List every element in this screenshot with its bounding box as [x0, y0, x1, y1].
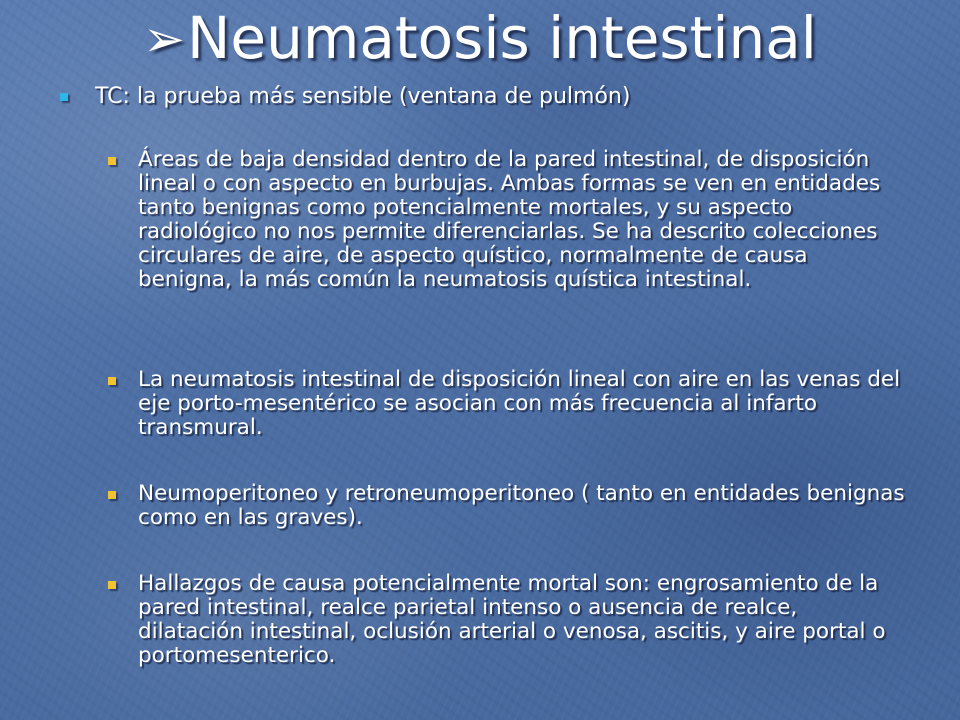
- bullet-item-1: [108, 148, 908, 292]
- square-bullet-icon: [108, 581, 116, 589]
- bullet-item-text: Áreas de baja densidad dentro de la pared intestinal, de disposición lineal o con aspecto en burbujas. Ambas formas se ven en entidades tanto benignas como potencialmente mortales, y su aspecto radiológico no nos permite diferenciarlas. Se ha descrito colecciones circulares de aire, de aspecto quístico, normalmente de causa benigna, la más común la neumatosis quística intestinal.: [138, 147, 881, 292]
- bullet-level1-text: TC: la prueba más sensible (ventana de pulmón): [95, 84, 631, 109]
- bullet-item-2: [108, 368, 908, 440]
- square-bullet-icon: [108, 491, 116, 499]
- square-bullet-icon: [108, 377, 116, 385]
- title-arrow-icon: ➢: [143, 10, 186, 68]
- bullet-item-text: Neumoperitoneo y retroneumoperitoneo ( tanto en entidades benignas como en las graves).: [138, 481, 905, 530]
- bullet-item-3: [108, 482, 908, 530]
- square-bullet-icon: [108, 157, 116, 165]
- square-bullet-icon: [60, 93, 68, 101]
- bullet-item-4: [108, 572, 908, 668]
- bullet-item-text: Hallazgos de causa potencialmente mortal son: engrosamiento de la pared intestinal, realce parietal intenso o ausencia de realce, dilatación intestinal, oclusión arterial o venosa, ascitis, y aire portal o portomesenterico.: [138, 571, 886, 668]
- title-text: Neumatosis intestinal: [187, 4, 817, 72]
- bullet-level1: [60, 84, 920, 110]
- bullet-item-text: La neumatosis intestinal de disposición lineal con aire en las venas del eje porto-mesentérico se asocian con más frecuencia al infarto transmural.: [138, 367, 901, 440]
- slide-title: [0, 2, 960, 75]
